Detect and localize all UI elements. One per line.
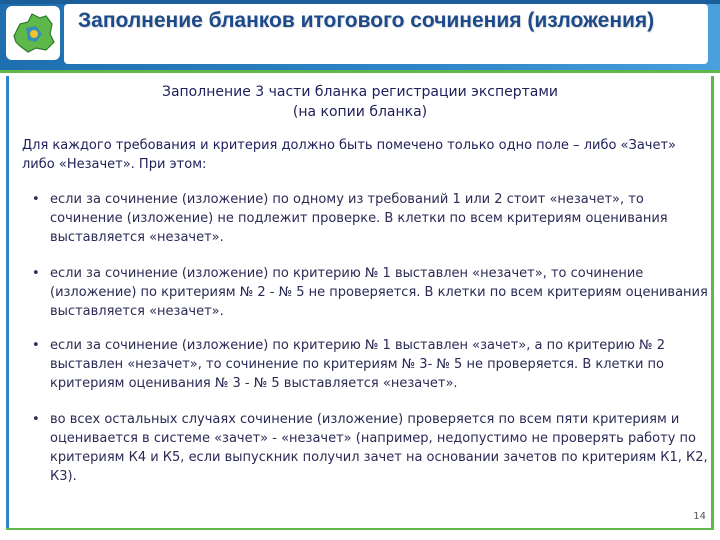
list-item — [30, 336, 710, 393]
intro-paragraph: Для каждого требования и критерия должно быть помечено только одно поле – либо «Зачет» либо «Незачет». При этом: — [22, 138, 677, 172]
subtitle-line-1: Заполнение 3 части бланка регистрации экспертами — [161, 84, 559, 100]
page-number: 14 — [693, 511, 706, 522]
title-card — [64, 4, 708, 64]
list-item-text: во всех остальных случаях сочинение (изложение) проверяется по всем пяти критериям и оценивается в системе «зачет» - «незачет» (например, недопустимо не проверять работу по критериям К4 и К5, если выпускник получил зачет на основании зачетов по критериям К1, К2, К3). — [50, 412, 708, 484]
subtitle-line-2: (на копии бланка) — [292, 104, 428, 120]
list-item-text: если за сочинение (изложение) по одному из требований 1 или 2 стоит «незачет», то сочинение (изложение) не подлежит проверке. В клетки по всем критериям оценивания выставляется «незачет». — [50, 192, 668, 245]
list-item-text: если за сочинение (изложение) по критерию № 1 выставлен «незачет», то сочинение (изложение) по критериям № 2 - № 5 не проверяется. В клетки по всем критериям оценивания выставляется «незачет». — [50, 266, 708, 319]
header-accent-line — [0, 70, 720, 73]
bullet-icon: • — [32, 412, 40, 427]
header-bar — [0, 0, 720, 70]
slide-subtitle — [60, 82, 660, 122]
list-item-text: если за сочинение (изложение) по критерию № 1 выставлен «зачет», а по критерию № 2 выставлен «незачет», то сочинение по критериям № 3- № 5 не проверяется. В клетки по критериям оценивания № 3 - № 5 выставляется «незачет». — [50, 338, 665, 391]
list-item — [30, 190, 710, 247]
bottom-border-rule — [6, 528, 714, 530]
bullet-icon: • — [32, 192, 40, 207]
list-item — [30, 410, 710, 486]
page-title: Заполнение бланков итогового сочинения (изложения) — [78, 9, 655, 32]
list-item — [30, 264, 710, 321]
left-border-rule — [6, 76, 9, 530]
bullet-icon: • — [32, 338, 40, 353]
bullet-icon: • — [32, 266, 40, 281]
right-border-rule — [711, 76, 714, 530]
region-map-logo-icon — [6, 6, 60, 60]
